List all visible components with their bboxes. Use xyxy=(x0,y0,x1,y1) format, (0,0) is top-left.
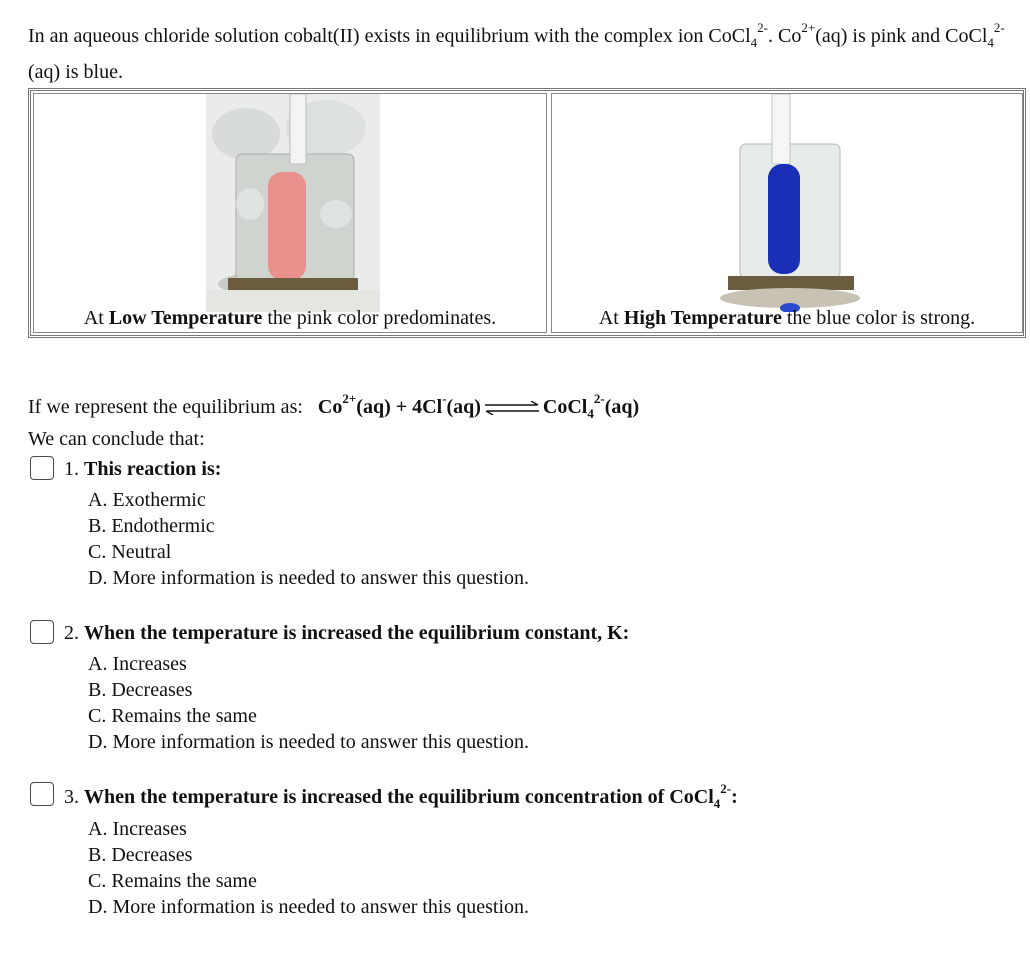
option-2b[interactable]: B. Decreases xyxy=(88,679,193,701)
text: CoCl xyxy=(542,396,588,418)
blue-solution xyxy=(768,164,800,274)
question-3-title xyxy=(64,781,738,811)
equation-product xyxy=(542,391,640,421)
question-1-title xyxy=(64,458,221,481)
figure-low-temp xyxy=(33,93,547,333)
sup: 2- xyxy=(993,20,1005,36)
pink-solution xyxy=(268,172,306,280)
option-3d[interactable]: D. More information is needed to answer this question. xyxy=(88,896,530,918)
b: When the temperature is increased the equilibrium constant, K: xyxy=(84,622,630,644)
text: 3. xyxy=(64,786,79,808)
sub: 4 xyxy=(587,406,594,421)
figure-high-temp xyxy=(551,93,1023,333)
equilibrium-equation xyxy=(28,391,640,421)
text: When the temperature is increased the equilibrium concentration of CoCl xyxy=(84,786,714,808)
caption-high-suffix: the blue color is strong. xyxy=(781,307,976,329)
caption-low-bold: Low Temperature xyxy=(108,307,263,329)
option-1c[interactable]: C. Neutral xyxy=(88,541,172,563)
question-3-checkbox[interactable] xyxy=(30,782,54,806)
sub: 4 xyxy=(987,35,994,50)
figure-table xyxy=(28,88,1026,338)
high-temp-beaker-photo xyxy=(710,94,868,312)
caption-high-bold: High Temperature xyxy=(623,307,782,329)
intro-text-3: (aq) is pink and CoCl xyxy=(815,25,988,47)
text: 2. xyxy=(64,622,79,644)
intro-text-4: (aq) is blue. xyxy=(28,61,123,83)
sup: - xyxy=(442,391,447,407)
text: Co xyxy=(317,396,343,418)
conclusion-lead: We can conclude that: xyxy=(28,428,205,450)
text: (aq) xyxy=(604,396,640,418)
option-3c[interactable]: C. Remains the same xyxy=(88,870,257,892)
option-2d[interactable]: D. More information is needed to answer this question. xyxy=(88,731,530,753)
question-2-title xyxy=(64,622,629,645)
question-1-options xyxy=(88,487,529,591)
sub: 4 xyxy=(713,796,721,811)
intro-text-1: In an aqueous chloride solution cobalt(II) exists in equilibrium with the complex ion CoCl xyxy=(28,25,751,47)
option-3a[interactable]: A. Increases xyxy=(88,818,187,840)
equation-lead: If we represent the equilibrium as: xyxy=(28,396,303,418)
option-1a[interactable]: A. Exothermic xyxy=(88,489,206,511)
question-2-checkbox[interactable] xyxy=(30,620,54,644)
option-1d[interactable]: D. More information is needed to answer this question. xyxy=(88,567,530,589)
sup: 2+ xyxy=(342,391,357,407)
low-temp-beaker-photo xyxy=(206,94,380,312)
sup: 2- xyxy=(593,391,605,407)
intro-text-2: . Co xyxy=(768,25,802,47)
sup: 2- xyxy=(757,20,768,36)
b: This reaction is: xyxy=(84,458,222,480)
intro-paragraph xyxy=(28,18,1028,90)
option-2a[interactable]: A. Increases xyxy=(88,653,187,675)
equilibrium-arrow-icon xyxy=(483,401,541,415)
option-2c[interactable]: C. Remains the same xyxy=(88,705,257,727)
caption-low-suffix: the pink color predominates. xyxy=(262,307,497,329)
question-2-options xyxy=(88,651,529,755)
sup: 2+ xyxy=(801,20,816,36)
caption-high-prefix: At xyxy=(598,307,624,329)
caption-high xyxy=(552,307,1022,330)
text: (aq) + 4Cl xyxy=(356,396,443,418)
option-1b[interactable]: B. Endothermic xyxy=(88,515,215,537)
b xyxy=(84,781,738,811)
sup: 2- xyxy=(720,781,732,797)
text: : xyxy=(731,786,738,808)
option-3b[interactable]: B. Decreases xyxy=(88,844,193,866)
caption-low-prefix: At xyxy=(83,307,109,329)
caption-low xyxy=(34,307,546,330)
text: 1. xyxy=(64,458,79,480)
question-1-checkbox[interactable] xyxy=(30,456,54,480)
sub: 4 xyxy=(750,35,758,50)
text: (aq) xyxy=(446,396,481,418)
equation-reactants xyxy=(317,391,481,418)
question-3-options xyxy=(88,816,529,920)
